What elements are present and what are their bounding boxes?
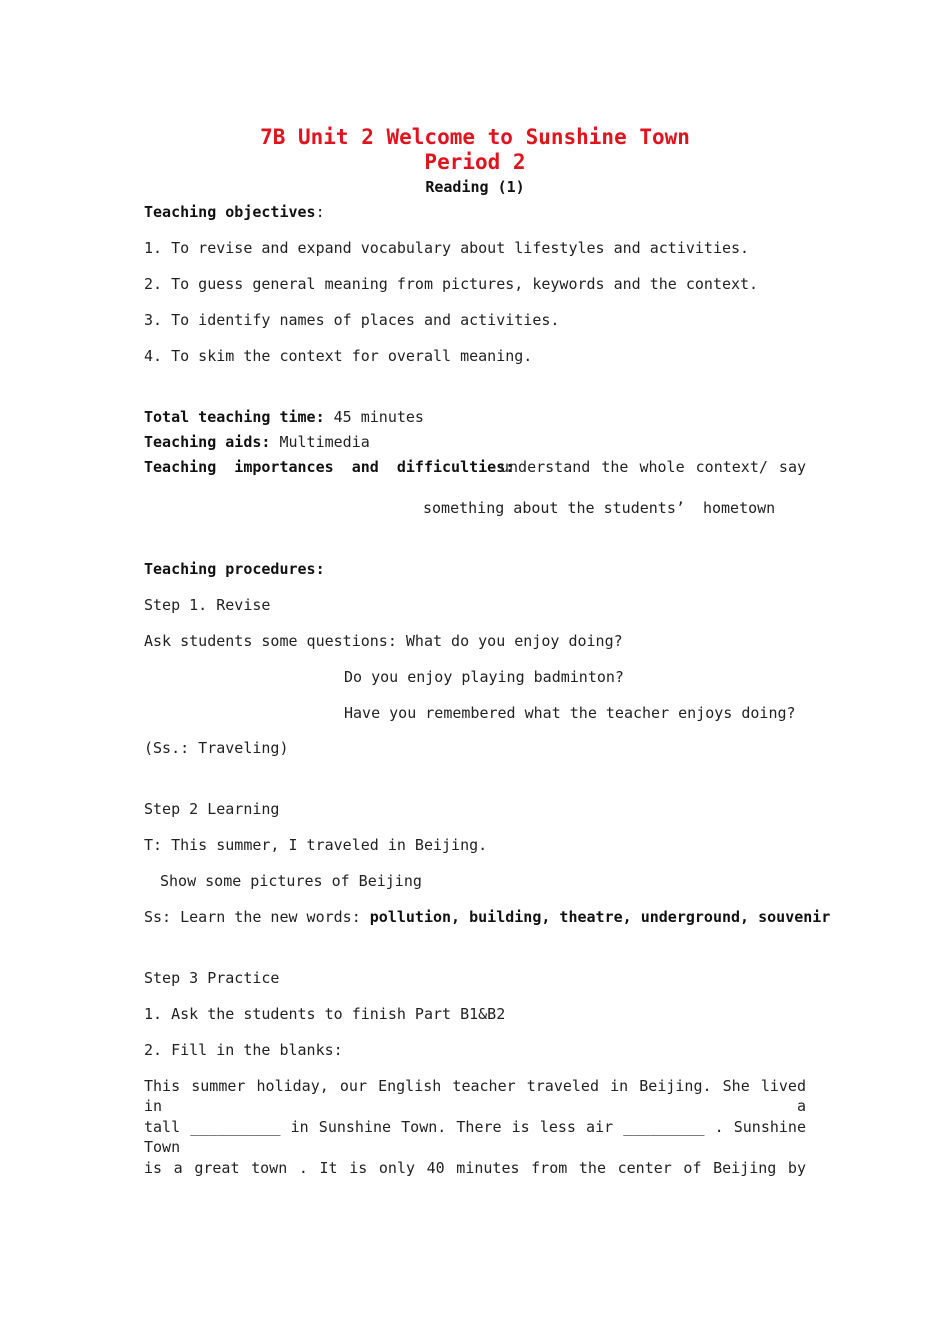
step1-answer: (Ss.: Traveling) (144, 739, 289, 757)
teaching-time: Total teaching time: 45 minutes (144, 408, 424, 426)
step3-item: 2. Fill in the blanks: (144, 1041, 343, 1059)
lesson-subtitle: Reading (1) (425, 178, 525, 196)
importance-value: understand the whole context/ say (500, 458, 806, 476)
procedures-heading: Teaching procedures: (144, 560, 325, 578)
step1-question: Ask students some questions: What do you enjoy doing? (144, 632, 623, 650)
period-title: Period 2 (424, 150, 526, 174)
document-title: 7B Unit 2 Welcome to Sunshine Town (260, 125, 690, 149)
objective-item: 3. To identify names of places and activities. (144, 311, 560, 329)
step1-question: Do you enjoy playing badminton? (344, 668, 624, 686)
importance-label: Teaching importances and difficulties: (144, 458, 515, 476)
objective-item: 2. To guess general meaning from pictures, keywords and the context. (144, 275, 759, 293)
objective-item: 1. To revise and expand vocabulary about lifestyles and activities. (144, 239, 750, 257)
fill-blank-paragraph-line: tall __________ in Sunshine Town. There is less air _________ . Sunshine Town (144, 1118, 806, 1156)
teaching-aids: Teaching aids: Multimedia (144, 433, 370, 451)
step2-line: Show some pictures of Beijing (160, 872, 422, 890)
step2-line: T: This summer, I traveled in Beijing. (144, 836, 488, 854)
step2-new-words: Ss: Learn the new words: pollution, building, theatre, underground, souvenir (144, 908, 831, 926)
fill-blank-paragraph-line: This summer holiday, our English teacher traveled in Beijing. She lived in a (144, 1077, 806, 1115)
step1-question: Have you remembered what the teacher enjoys doing? (344, 704, 796, 722)
step2-title: Step 2 Learning (144, 800, 280, 818)
step1-title: Step 1. Revise (144, 596, 271, 614)
objectives-heading: Teaching objectives: (144, 203, 325, 221)
step3-title: Step 3 Practice (144, 969, 280, 987)
objective-item: 4. To skim the context for overall meaning. (144, 347, 533, 365)
importance-value-cont: something about the students’ hometown (423, 499, 776, 517)
step3-item: 1. Ask the students to finish Part B1&B2 (144, 1005, 506, 1023)
fill-blank-paragraph-line: is a great town . It is only 40 minutes from the center of Beijing by (144, 1159, 806, 1177)
